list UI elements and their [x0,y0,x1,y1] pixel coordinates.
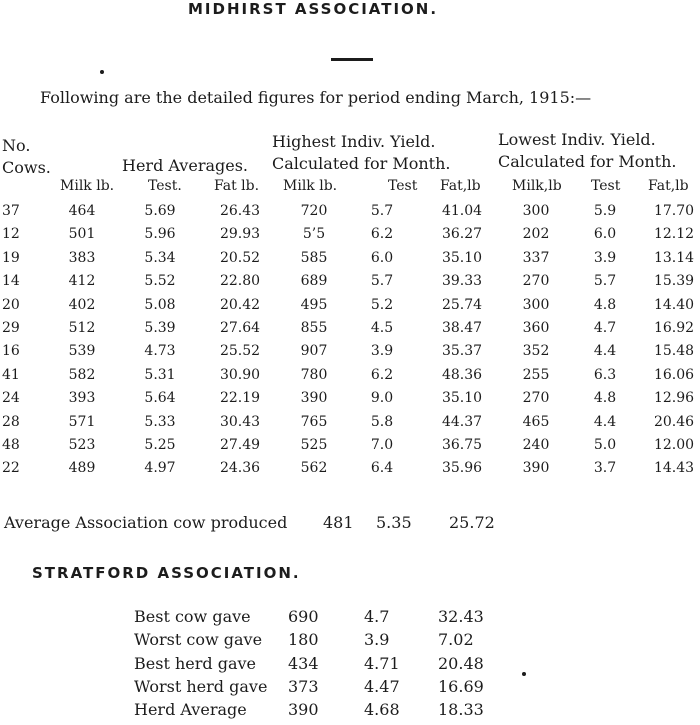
header-lowest: Lowest Indiv. Yield. [498,130,656,149]
row-test: 5.96 [144,226,176,243]
row-test: 5.69 [144,203,176,219]
row-lo-milk: 240 [522,437,550,453]
sub-lo-fat: Fat,lb [648,178,689,194]
row-fat: 24.36 [219,460,261,477]
stratford-label: Worst herd gave [134,676,268,696]
row-lo-fat: 15.48 [653,343,695,360]
row-cows: 37 [2,203,20,219]
sub-hi-test: Test [388,178,418,194]
stratford-label: Herd Average [134,700,247,720]
row-lo-milk: 270 [522,273,550,290]
row-cows: 22 [2,460,20,477]
row-hi-fat: 35.96 [441,460,483,477]
row-cows: 16 [2,343,20,360]
row-fat: 27.49 [219,437,261,453]
stratford-test: 4.47 [364,676,400,696]
row-lo-milk: 360 [522,320,550,336]
row-hi-milk: 720 [300,203,328,219]
row-lo-milk: 337 [522,249,550,266]
row-hi-test: 5.7 [370,273,394,290]
row-hi-test: 6.4 [370,460,394,477]
row-hi-milk: 689 [300,273,328,290]
stratford-milk: 373 [288,676,319,696]
row-hi-milk: 907 [300,343,328,360]
row-milk: 512 [68,320,96,336]
sub-fat: Fat lb. [214,178,260,194]
row-lo-milk: 465 [522,413,550,430]
row-hi-milk: 585 [300,249,328,266]
row-hi-test: 5.8 [370,413,394,430]
stratford-milk: 180 [288,630,319,650]
row-fat: 25.52 [219,343,261,360]
row-hi-test: 4.5 [370,320,394,336]
row-lo-fat: 16.92 [653,320,695,336]
header-herd-averages: Herd Averages. [122,156,249,175]
row-lo-milk: 202 [522,226,550,243]
row-lo-test: 6.3 [593,366,617,383]
row-lo-milk: 300 [522,203,550,219]
stratford-test: 4.68 [364,700,400,720]
stratford-title: STRATFORD ASSOCIATION. [32,564,301,582]
sub-test: Test. [148,178,182,194]
row-hi-fat: 41.04 [441,203,483,219]
row-hi-test: 6.2 [370,226,394,243]
midhirst-title: MIDHIRST ASSOCIATION. [188,0,439,18]
row-lo-fat: 12.00 [653,437,695,453]
stratford-label: Best herd gave [134,653,256,673]
stratford-test: 4.7 [364,607,390,626]
row-lo-test: 4.7 [593,320,617,336]
row-test: 4.73 [144,343,176,360]
row-test: 5.25 [144,437,176,453]
summary-label: Average Association cow produced [4,513,288,532]
sub-lo-milk: Milk,lb [512,178,562,194]
row-fat: 20.52 [219,249,261,266]
row-fat: 29.93 [219,226,261,243]
row-cows: 24 [2,390,20,407]
summary-fat: 25.72 [449,513,495,532]
row-lo-test: 3.9 [593,249,617,266]
row-hi-fat: 36.75 [441,437,483,453]
stratford-fat: 16.69 [438,676,484,696]
row-cows: 19 [2,249,20,266]
row-hi-fat: 39.33 [441,273,483,290]
ink-speck [522,672,526,676]
row-milk: 464 [68,203,96,219]
row-hi-test: 5.7 [370,203,394,219]
row-hi-milk: 855 [300,320,328,336]
dash-rule [331,58,373,61]
row-lo-fat: 14.43 [653,460,695,477]
row-milk: 582 [68,366,96,383]
row-hi-milk: 765 [300,413,328,430]
summary-test: 5.35 [376,513,412,532]
row-lo-milk: 255 [522,366,550,383]
row-hi-milk: 390 [300,390,328,407]
header-highest: Highest Indiv. Yield. [272,132,436,151]
row-test: 5.31 [144,366,176,383]
row-lo-test: 4.4 [593,413,617,430]
stratford-label: Best cow gave [134,607,251,626]
row-test: 5.52 [144,273,176,290]
stratford-fat: 32.43 [438,607,484,626]
row-milk: 402 [68,296,96,313]
row-hi-milk: 525 [300,437,328,453]
stratford-fat: 7.02 [438,630,474,650]
row-lo-fat: 12.12 [653,226,695,243]
stratford-test: 3.9 [364,630,390,650]
stratford-test: 4.71 [364,653,400,673]
stratford-fat: 20.48 [438,653,484,673]
stratford-milk: 690 [288,607,319,626]
row-hi-fat: 25.74 [441,296,483,313]
row-lo-fat: 20.46 [653,413,695,430]
header-calculated-lowest: Calculated for Month. [498,152,677,171]
row-lo-milk: 390 [522,460,550,477]
row-lo-test: 5.9 [593,203,617,219]
row-fat: 26.43 [219,203,261,219]
row-cows: 28 [2,413,20,430]
row-lo-fat: 16.06 [653,366,695,383]
row-milk: 383 [68,249,96,266]
row-test: 5.08 [144,296,176,313]
stratford-label: Worst cow gave [134,630,263,650]
row-lo-test: 4.4 [593,343,617,360]
row-cows: 41 [2,366,20,383]
row-fat: 27.64 [219,320,261,336]
row-milk: 501 [68,226,96,243]
row-hi-fat: 35.37 [441,343,483,360]
sub-lo-test: Test [591,178,621,194]
row-lo-fat: 14.40 [653,296,695,313]
row-test: 5.34 [144,249,176,266]
ink-speck [100,70,104,74]
row-test: 5.64 [144,390,176,407]
sub-hi-milk: Milk lb. [283,178,338,194]
row-hi-fat: 44.37 [441,413,483,430]
row-fat: 30.43 [219,413,261,430]
row-milk: 393 [68,390,96,407]
row-cows: 12 [2,226,20,243]
header-cows: Cows. [2,158,51,177]
summary-milk: 481 [323,513,354,532]
row-hi-milk: 780 [300,366,328,383]
row-lo-test: 4.8 [593,390,617,407]
row-test: 5.39 [144,320,176,336]
row-hi-test: 6.0 [370,249,394,266]
sub-milk: Milk lb. [60,178,115,194]
row-milk: 523 [68,437,96,453]
row-lo-test: 6.0 [593,226,617,243]
row-lo-milk: 270 [522,390,550,407]
row-fat: 22.19 [219,390,261,407]
stratford-fat: 18.33 [438,700,484,720]
row-lo-test: 5.0 [593,437,617,453]
row-hi-test: 9.0 [370,390,394,407]
row-lo-fat: 13.14 [653,249,695,266]
intro-text: Following are the detailed figures for period ending March, 1915:— [40,88,592,107]
row-cows: 29 [2,320,20,336]
row-milk: 539 [68,343,96,360]
row-cows: 14 [2,273,20,290]
row-lo-fat: 17.70 [653,203,695,219]
row-lo-fat: 15.39 [653,273,695,290]
row-hi-fat: 35.10 [441,249,483,266]
row-fat: 20.42 [219,296,261,313]
row-hi-milk: 5’5 [302,226,326,243]
header-no: No. [2,136,31,155]
stratford-milk: 390 [288,700,319,720]
row-hi-milk: 562 [300,460,328,477]
row-milk: 412 [68,273,96,290]
header-calculated-highest: Calculated for Month. [272,154,451,173]
row-lo-milk: 352 [522,343,550,360]
row-lo-milk: 300 [522,296,550,313]
sub-hi-fat: Fat,lb [440,178,481,194]
row-cows: 20 [2,296,20,313]
row-milk: 571 [68,413,96,430]
row-fat: 30.90 [219,366,261,383]
row-hi-test: 5.2 [370,296,394,313]
row-hi-fat: 48.36 [441,366,483,383]
row-test: 4.97 [144,460,176,477]
row-cows: 48 [2,437,20,453]
row-hi-test: 7.0 [370,437,394,453]
row-lo-fat: 12.96 [653,390,695,407]
row-hi-fat: 36.27 [441,226,483,243]
row-lo-test: 5.7 [593,273,617,290]
row-lo-test: 4.8 [593,296,617,313]
row-hi-milk: 495 [300,296,328,313]
row-hi-fat: 35.10 [441,390,483,407]
row-hi-fat: 38.47 [441,320,483,336]
row-test: 5.33 [144,413,176,430]
row-fat: 22.80 [219,273,261,290]
row-hi-test: 3.9 [370,343,394,360]
row-hi-test: 6.2 [370,366,394,383]
row-lo-test: 3.7 [593,460,617,477]
stratford-milk: 434 [288,653,319,673]
row-milk: 489 [68,460,96,477]
